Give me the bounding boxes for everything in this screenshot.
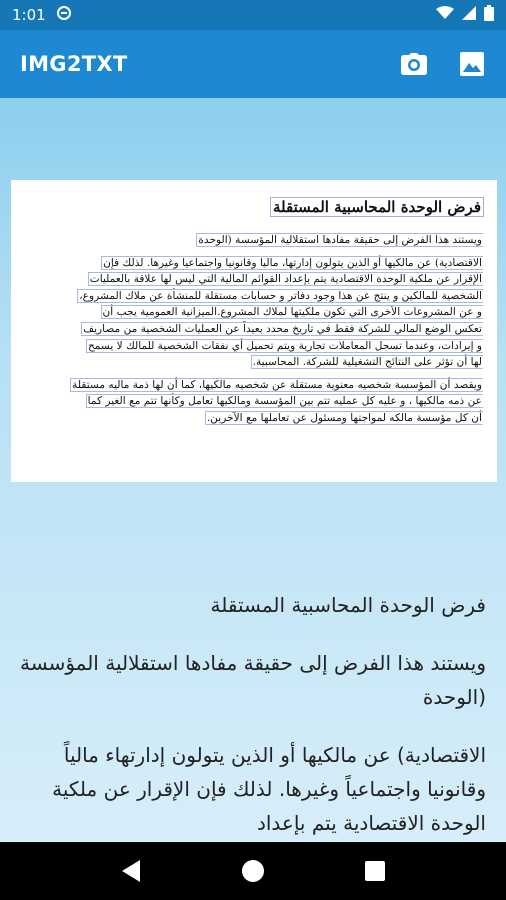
extracted-text[interactable] [20, 588, 486, 842]
recents-icon[interactable] [355, 851, 395, 891]
document-lines [25, 226, 483, 427]
document-line: لها أن تؤثر على النتائج التشغيلية للشركة. المحاسبية. [252, 356, 482, 369]
status-time: 1:01 [12, 6, 46, 24]
app-bar [0, 30, 506, 98]
extracted-paragraph: فرض الوحدة المحاسبية المستقلة [210, 593, 486, 617]
home-icon[interactable] [233, 851, 273, 891]
document-line: ويستند هذا الفرض إلى حقيقة مفادها استقلالية المؤسسة (الوحدة [198, 234, 482, 246]
scanned-document-image [11, 180, 497, 482]
document-line: عن ذمه مالكيها ، و عليه كل عمليه تتم بين المؤسسة ومالكيها تعامل وكأنها تتم مع الغير كما [87, 395, 482, 408]
document-line: الإقرار عن ملكية الوحدة الاقتصادية يتم بإعداد القوائم المالية التي ليس لها علاقة بالعمليات [89, 273, 482, 286]
document-line: و عن المشروعات الأخرى التي تكون ملكيتها لملاك المشروع.الميزانية العمومية يجب أن [102, 306, 482, 319]
navigation-bar [0, 842, 506, 900]
extracted-paragraph: الاقتصادية) عن مالكيها أو الذين يتولون إدارتهاء مالياً وقانونيا واجتماعياً وغيرها. لذلك فإن الإقرار عن ملكية الوحدة الاقتصادية يتم بإعداد [52, 743, 486, 835]
image-icon[interactable] [458, 50, 486, 78]
signal-icon [462, 6, 476, 24]
app-title: IMG2TXT [20, 52, 128, 76]
app-actions [400, 50, 486, 78]
camera-icon[interactable] [400, 50, 428, 78]
document-line: ويقصد أن المؤسسة شخصيه معنوية مستقلة عن شخصيه مالكيها، كما أن لها ذمة ماليه مستقلة [72, 378, 482, 391]
wifi-icon [436, 6, 454, 24]
document-title: فرض الوحدة المحاسبية المستقلة [273, 198, 481, 216]
document-line: الاقتصادية) عن مالكيها أو الذين يتولون إدارتها، ماليا وقانونيا واجتماعيا وغيرها. لذلك فإن [103, 256, 482, 269]
extracted-paragraph: ويستند هذا الفرض إلى حقيقة مفادها استقلالية المؤسسة (الوحدة [20, 651, 486, 709]
battery-icon [484, 5, 494, 25]
content-area [0, 98, 506, 842]
document-line: تعكس الوضع المالي للشركة فقط في تاريخ محدد بعيداً عن العمليات الشخصية من مصاريف [83, 322, 482, 335]
status-bar [0, 0, 506, 30]
sync-icon [56, 5, 72, 25]
document-line: و إيرادات، وعندما تسجل المعاملات تجارية ويتم تحميل أي نفقات الشخصية للمالك لا يسمح [87, 339, 482, 352]
back-icon[interactable] [111, 851, 151, 891]
document-line: أن كل مؤسسة مالكه لمواجتها ومسئول عن تعاملها مع الآخرين. [206, 411, 482, 424]
document-line: الشخصية للمالكين و ينتج عن هذا وجود دفاتر و حسابات مستقلة للمنشأة عن ملاك المشروع، [79, 289, 482, 302]
